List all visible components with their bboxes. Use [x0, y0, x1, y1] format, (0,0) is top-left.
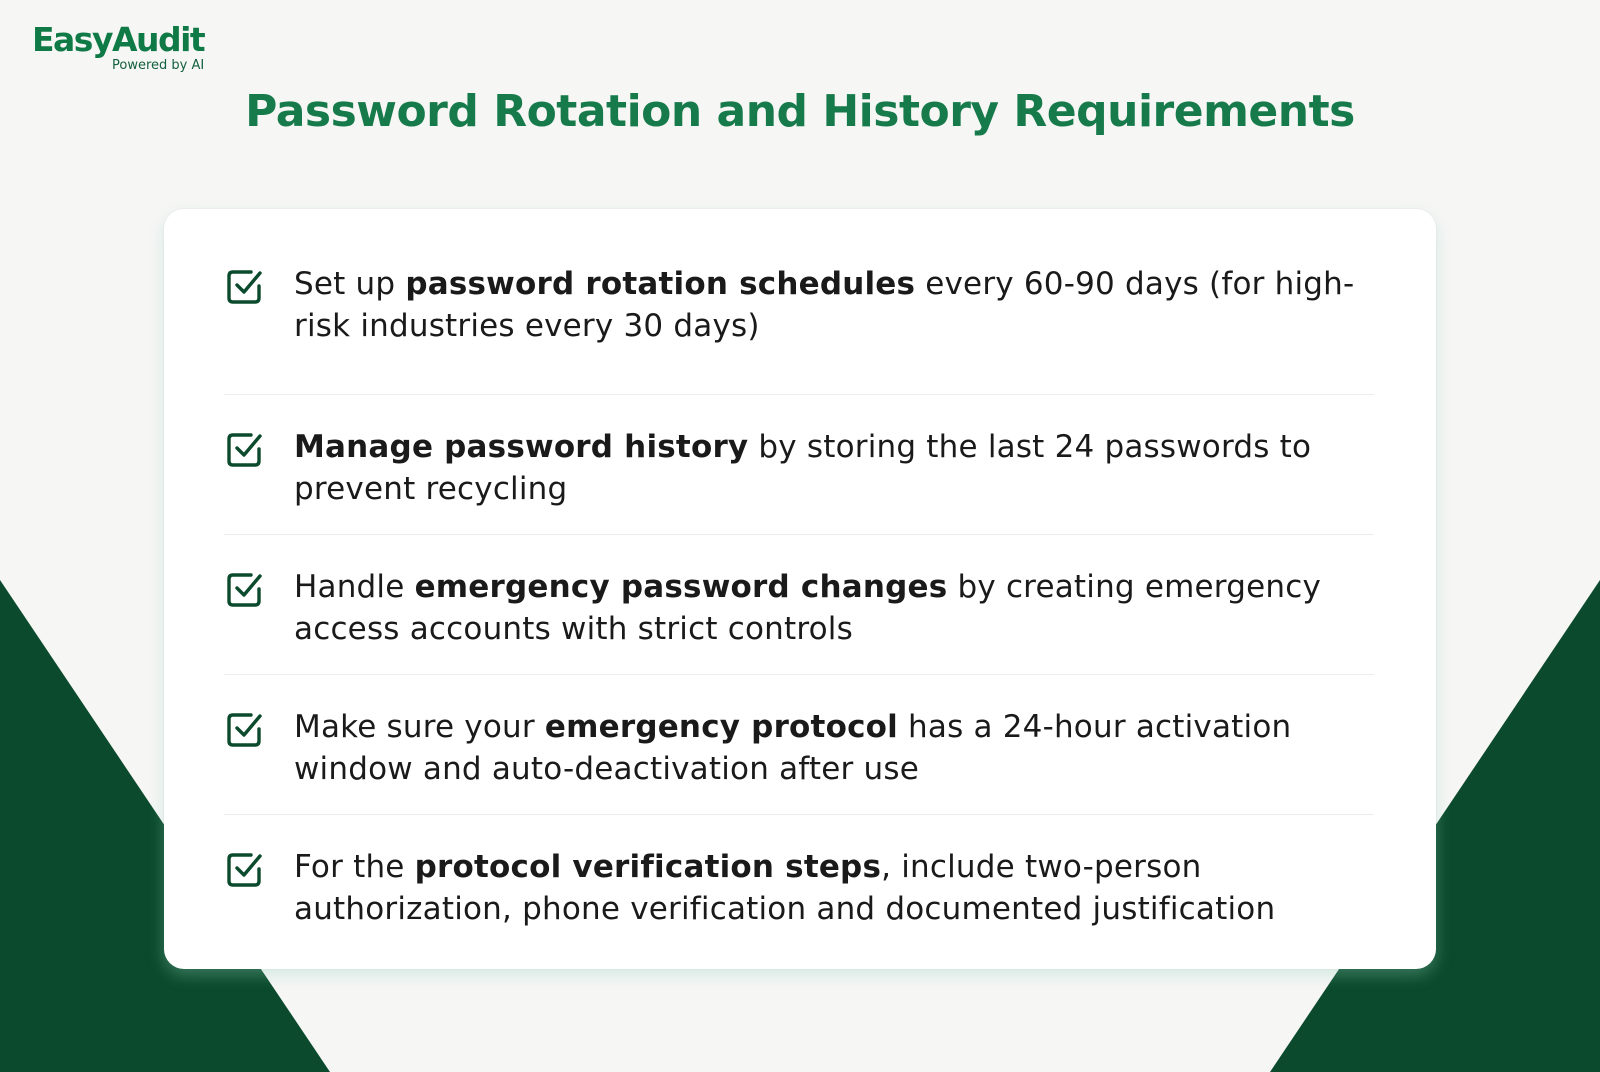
- requirement-text-after: by storing the last 24 passwords to prevent recycling: [294, 429, 1312, 507]
- requirement-text-1: [294, 263, 1374, 347]
- requirement-item-5: [224, 815, 1374, 955]
- requirement-text-before: For the: [294, 849, 415, 885]
- brand-name: EasyAudit: [32, 20, 205, 59]
- requirement-item-3: [224, 535, 1374, 675]
- requirement-item-4: [224, 675, 1374, 815]
- requirement-text-5: [294, 846, 1374, 930]
- brand-logo: [32, 20, 222, 73]
- requirement-text-before: Handle: [294, 569, 415, 605]
- requirement-text-bold: emergency password changes: [414, 569, 948, 605]
- requirement-text-4: [294, 706, 1374, 790]
- requirement-text-after: by creating emergency access accounts with strict controls: [294, 569, 1321, 647]
- brand-tagline: Powered by AI: [112, 58, 205, 73]
- requirement-item-1: [224, 255, 1374, 395]
- requirement-text-after: , include two-person authorization, phone verification and documented justification: [294, 849, 1276, 927]
- checkbox-checked-icon: [224, 850, 264, 890]
- requirement-text-bold: protocol verification steps: [414, 849, 882, 885]
- requirement-text-before: Make sure your: [294, 709, 545, 745]
- requirement-text-bold: Manage password history: [294, 429, 749, 465]
- requirement-text-2: [294, 426, 1374, 510]
- requirement-text-after: every 60-90 days (for high-risk industries every 30 days): [294, 266, 1355, 344]
- page-title: Password Rotation and History Requirements: [245, 86, 1355, 137]
- checkbox-checked-icon: [224, 710, 264, 750]
- requirement-text-before: Set up: [294, 266, 406, 302]
- requirement-item-2: [224, 395, 1374, 535]
- requirement-text-bold: emergency protocol: [544, 709, 898, 745]
- requirements-list: [224, 255, 1374, 955]
- requirement-text-3: [294, 566, 1374, 650]
- checkbox-checked-icon: [224, 570, 264, 610]
- requirement-text-bold: password rotation schedules: [405, 266, 916, 302]
- requirement-text-after: has a 24-hour activation window and auto-deactivation after use: [294, 709, 1292, 787]
- checkbox-checked-icon: [224, 267, 264, 307]
- requirements-card: [164, 209, 1436, 969]
- checkbox-checked-icon: [224, 430, 264, 470]
